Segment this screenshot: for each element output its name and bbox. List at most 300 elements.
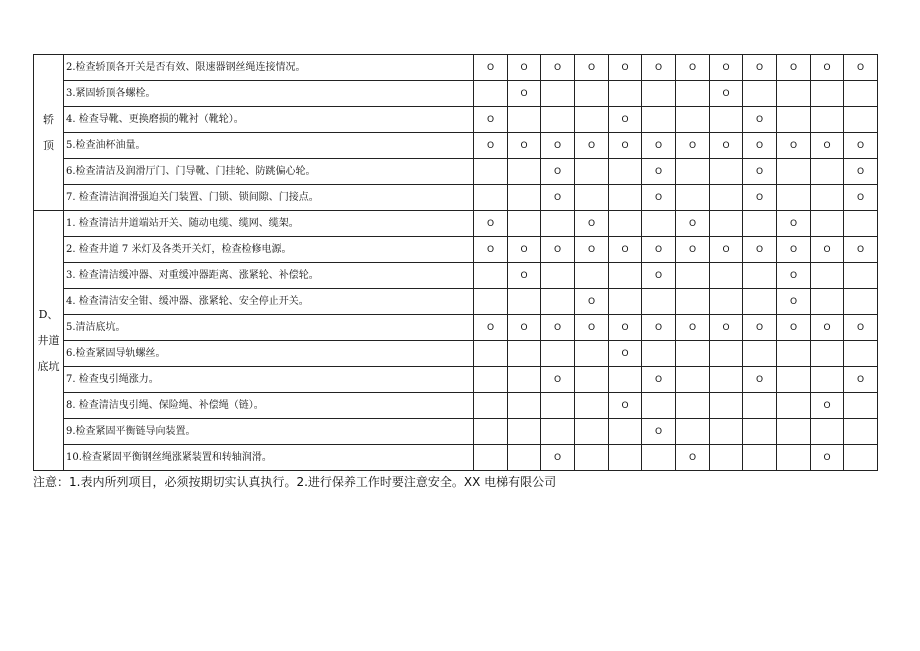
schedule-cell [508,315,541,341]
category-cell [34,55,64,211]
check-mark: O [856,244,865,255]
category-label: 井道 [37,333,60,347]
schedule-cell [575,289,609,315]
table-row [34,159,878,185]
check-mark: O [856,140,865,151]
table-row [34,289,878,315]
check-mark: O [520,88,528,99]
maintenance-schedule-table [33,54,878,471]
schedule-cell [811,211,844,237]
check-mark: O [789,270,798,281]
check-mark: O [654,374,663,385]
check-mark: O [486,114,495,125]
check-mark: O [621,114,629,125]
schedule-cell [609,133,642,159]
schedule-cell [710,159,743,185]
schedule-cell [676,81,710,107]
check-mark: O [856,166,865,177]
schedule-cell [609,159,642,185]
schedule-cell [508,237,541,263]
schedule-cell [575,393,609,419]
schedule-cell [710,445,743,471]
schedule-cell [777,419,811,445]
check-mark: O [486,140,495,151]
schedule-cell [811,107,844,133]
schedule-cell [609,211,642,237]
check-mark: O [587,140,596,151]
schedule-cell [743,341,777,367]
schedule-cell [541,263,575,289]
schedule-cell [811,133,844,159]
schedule-cell [609,341,642,367]
schedule-cell [844,55,878,81]
check-mark: O [722,244,730,255]
schedule-cell [777,393,811,419]
table-row [34,341,878,367]
check-mark: O [520,62,528,73]
check-mark: O [722,322,730,333]
check-mark: O [722,140,730,151]
check-mark: O [688,140,697,151]
item-text: 7. 检查清洁润滑强迫关门装置、门锁、锁间隙、门接点。 [64,185,474,211]
check-mark: O [823,452,831,463]
schedule-cell [743,211,777,237]
schedule-cell [474,211,508,237]
table-row [34,367,878,393]
schedule-cell [844,81,878,107]
schedule-cell [710,81,743,107]
item-text: 8. 检查清洁曳引绳、保险绳、补偿绳（链）。 [64,393,474,419]
check-mark: O [654,192,663,203]
check-mark: O [823,62,831,73]
schedule-cell [743,419,777,445]
schedule-cell [541,159,575,185]
check-mark: O [587,296,596,307]
check-mark: O [789,140,798,151]
schedule-cell [508,445,541,471]
check-mark: O [587,244,596,255]
schedule-cell [642,367,676,393]
schedule-cell [474,341,508,367]
schedule-cell [676,107,710,133]
schedule-cell [474,81,508,107]
schedule-cell [474,315,508,341]
check-mark: O [688,244,697,255]
schedule-cell [743,159,777,185]
schedule-cell [743,81,777,107]
check-mark: O [553,192,562,203]
schedule-cell [710,315,743,341]
schedule-cell [811,81,844,107]
check-mark: O [688,452,697,463]
check-mark: O [553,62,562,73]
schedule-cell [777,263,811,289]
category-label: 顶 [43,138,54,152]
schedule-cell [508,133,541,159]
check-mark: O [654,140,663,151]
schedule-cell [710,237,743,263]
schedule-cell [811,445,844,471]
check-mark: O [553,322,562,333]
schedule-cell [541,393,575,419]
table-row [34,55,878,81]
table-row [34,211,878,237]
schedule-cell [743,237,777,263]
schedule-cell [676,185,710,211]
schedule-cell [575,445,609,471]
schedule-cell [811,263,844,289]
schedule-cell [508,289,541,315]
schedule-cell [710,367,743,393]
check-mark: O [621,244,629,255]
schedule-cell [743,445,777,471]
schedule-cell [575,133,609,159]
check-mark: O [587,62,596,73]
schedule-cell [609,289,642,315]
check-mark: O [722,88,730,99]
item-text: 5.检查油杯油量。 [64,133,474,159]
check-mark: O [520,322,528,333]
schedule-cell [642,263,676,289]
schedule-cell [575,367,609,393]
schedule-cell [575,263,609,289]
check-mark: O [856,322,865,333]
schedule-cell [508,341,541,367]
schedule-cell [642,419,676,445]
schedule-cell [474,445,508,471]
check-mark: O [621,140,629,151]
schedule-cell [676,55,710,81]
schedule-cell [710,185,743,211]
schedule-cell [541,81,575,107]
schedule-cell [474,107,508,133]
schedule-cell [575,81,609,107]
category-label: D、 [38,307,59,321]
schedule-cell [710,133,743,159]
schedule-cell [710,263,743,289]
schedule-cell [609,367,642,393]
schedule-cell [541,211,575,237]
check-mark: O [789,244,798,255]
schedule-cell [575,55,609,81]
schedule-cell [474,159,508,185]
schedule-cell [575,211,609,237]
schedule-cell [474,55,508,81]
check-mark: O [755,114,764,125]
check-mark: O [823,244,831,255]
item-text: 3.紧固轿顶各螺栓。 [64,81,474,107]
table-row [34,419,878,445]
table-row [34,315,878,341]
check-mark: O [856,62,865,73]
item-text: 7. 检查曳引绳涨力。 [64,367,474,393]
schedule-cell [642,159,676,185]
schedule-cell [844,393,878,419]
schedule-cell [844,419,878,445]
schedule-cell [508,419,541,445]
check-mark: O [789,296,798,307]
check-mark: O [755,322,764,333]
schedule-cell [710,341,743,367]
table-row [34,237,878,263]
check-mark: O [823,400,831,411]
schedule-cell [474,289,508,315]
schedule-cell [743,55,777,81]
check-mark: O [520,244,528,255]
schedule-cell [676,393,710,419]
check-mark: O [654,426,663,437]
schedule-cell [474,185,508,211]
schedule-cell [609,237,642,263]
table-row [34,185,878,211]
schedule-cell [844,211,878,237]
schedule-cell [844,341,878,367]
table-row [34,107,878,133]
check-mark: O [823,322,831,333]
schedule-cell [541,237,575,263]
schedule-cell [609,107,642,133]
check-mark: O [621,322,629,333]
schedule-cell [777,159,811,185]
check-mark: O [789,62,798,73]
check-mark: O [520,140,528,151]
schedule-cell [541,341,575,367]
table-row [34,263,878,289]
schedule-cell [676,159,710,185]
schedule-cell [609,393,642,419]
check-mark: O [654,244,663,255]
schedule-cell [508,81,541,107]
schedule-cell [508,211,541,237]
table-row [34,393,878,419]
schedule-cell [811,367,844,393]
schedule-cell [575,315,609,341]
schedule-cell [474,263,508,289]
table-row [34,81,878,107]
schedule-cell [642,185,676,211]
schedule-cell [642,211,676,237]
check-mark: O [823,140,831,151]
check-mark: O [520,270,528,281]
item-text: 10.检查紧固平衡钢丝绳涨紧装置和转轴润滑。 [64,445,474,471]
check-mark: O [688,218,697,229]
schedule-cell [777,315,811,341]
check-mark: O [755,62,764,73]
schedule-cell [676,315,710,341]
check-mark: O [621,62,629,73]
item-text: 6.检查清洁及润滑厅门、门导靴、门挂轮、防跳偏心轮。 [64,159,474,185]
schedule-cell [575,341,609,367]
schedule-cell [676,133,710,159]
check-mark: O [688,322,697,333]
schedule-cell [743,289,777,315]
schedule-cell [541,315,575,341]
schedule-cell [575,419,609,445]
schedule-cell [575,107,609,133]
schedule-cell [811,159,844,185]
schedule-cell [642,393,676,419]
schedule-cell [609,55,642,81]
schedule-cell [777,107,811,133]
check-mark: O [486,322,495,333]
item-text: 4. 检查导靴、更换磨损的靴衬（靴轮）。 [64,107,474,133]
schedule-cell [676,445,710,471]
schedule-cell [609,445,642,471]
schedule-cell [642,133,676,159]
schedule-cell [844,289,878,315]
category-cell [34,211,64,471]
schedule-cell [642,237,676,263]
schedule-cell [609,419,642,445]
schedule-cell [642,289,676,315]
check-mark: O [553,140,562,151]
schedule-cell [777,81,811,107]
schedule-cell [508,159,541,185]
schedule-cell [609,185,642,211]
schedule-cell [642,445,676,471]
schedule-cell [777,211,811,237]
schedule-cell [777,289,811,315]
schedule-cell [844,263,878,289]
schedule-cell [642,55,676,81]
schedule-cell [575,159,609,185]
item-text: 2.检查轿顶各开关是否有效、限速器钢丝绳连接情况。 [64,55,474,81]
schedule-cell [811,341,844,367]
schedule-cell [844,159,878,185]
schedule-cell [676,237,710,263]
schedule-cell [811,315,844,341]
check-mark: O [789,218,798,229]
check-mark: O [688,62,697,73]
check-mark: O [722,62,730,73]
schedule-cell [844,237,878,263]
schedule-cell [609,315,642,341]
schedule-cell [743,263,777,289]
schedule-cell [541,367,575,393]
footer-note: 注意：1.表内所列项目，必须按期切实认真执行。2.进行保养工作时要注意安全。XX 电梯有限公司 [33,475,557,489]
schedule-cell [777,237,811,263]
schedule-cell [541,107,575,133]
schedule-cell [777,445,811,471]
check-mark: O [856,192,865,203]
schedule-cell [474,237,508,263]
schedule-cell [575,237,609,263]
schedule-cell [642,341,676,367]
schedule-cell [844,107,878,133]
check-mark: O [654,270,663,281]
schedule-cell [541,289,575,315]
schedule-cell [676,341,710,367]
schedule-cell [508,263,541,289]
item-text: 1. 检查清洁井道端站开关、随动电缆、缆网、缆架。 [64,211,474,237]
check-mark: O [621,348,629,359]
item-text: 5.清洁底坑。 [64,315,474,341]
schedule-cell [575,185,609,211]
schedule-cell [541,419,575,445]
schedule-cell [743,107,777,133]
schedule-cell [811,289,844,315]
check-mark: O [789,322,798,333]
schedule-cell [777,55,811,81]
schedule-cell [474,419,508,445]
check-mark: O [553,374,562,385]
schedule-cell [844,367,878,393]
schedule-cell [844,445,878,471]
check-mark: O [486,62,495,73]
schedule-cell [743,367,777,393]
check-mark: O [553,166,562,177]
check-mark: O [621,400,629,411]
schedule-cell [777,367,811,393]
check-mark: O [486,218,495,229]
check-mark: O [755,140,764,151]
table-row [34,133,878,159]
schedule-cell [844,315,878,341]
check-mark: O [553,452,562,463]
schedule-cell [609,81,642,107]
category-label: 底坑 [37,359,60,373]
schedule-cell [777,341,811,367]
check-mark: O [654,166,663,177]
schedule-cell [676,289,710,315]
check-mark: O [755,166,764,177]
schedule-cell [541,185,575,211]
check-mark: O [755,244,764,255]
item-text: 2. 检查井道 7 米灯及各类开关灯，检查检修电源。 [64,237,474,263]
table-body [34,55,878,471]
schedule-cell [710,289,743,315]
schedule-cell [811,419,844,445]
schedule-cell [676,263,710,289]
schedule-cell [743,185,777,211]
item-text: 6.检查紧固导轨螺丝。 [64,341,474,367]
check-mark: O [587,218,596,229]
check-mark: O [856,374,865,385]
schedule-cell [474,367,508,393]
schedule-cell [743,133,777,159]
check-mark: O [486,244,495,255]
category-label: 轿 [43,112,54,126]
schedule-cell [508,393,541,419]
schedule-cell [541,55,575,81]
schedule-cell [743,393,777,419]
schedule-cell [710,107,743,133]
check-mark: O [587,322,596,333]
schedule-cell [474,133,508,159]
check-mark: O [755,192,764,203]
schedule-cell [508,185,541,211]
schedule-cell [777,133,811,159]
item-text: 3. 检查清洁缓冲器、对重缓冲器距离、涨紧轮、补偿轮。 [64,263,474,289]
schedule-cell [710,211,743,237]
schedule-cell [474,393,508,419]
schedule-cell [844,185,878,211]
schedule-cell [676,367,710,393]
schedule-cell [508,367,541,393]
schedule-cell [642,81,676,107]
table-row [34,445,878,471]
schedule-cell [811,393,844,419]
schedule-cell [676,419,710,445]
check-mark: O [654,62,663,73]
item-text: 4. 检查清洁安全钳、缓冲器、涨紧轮、安全停止开关。 [64,289,474,315]
schedule-cell [710,393,743,419]
schedule-cell [609,263,642,289]
schedule-cell [541,445,575,471]
schedule-cell [777,185,811,211]
schedule-cell [508,107,541,133]
check-mark: O [553,244,562,255]
